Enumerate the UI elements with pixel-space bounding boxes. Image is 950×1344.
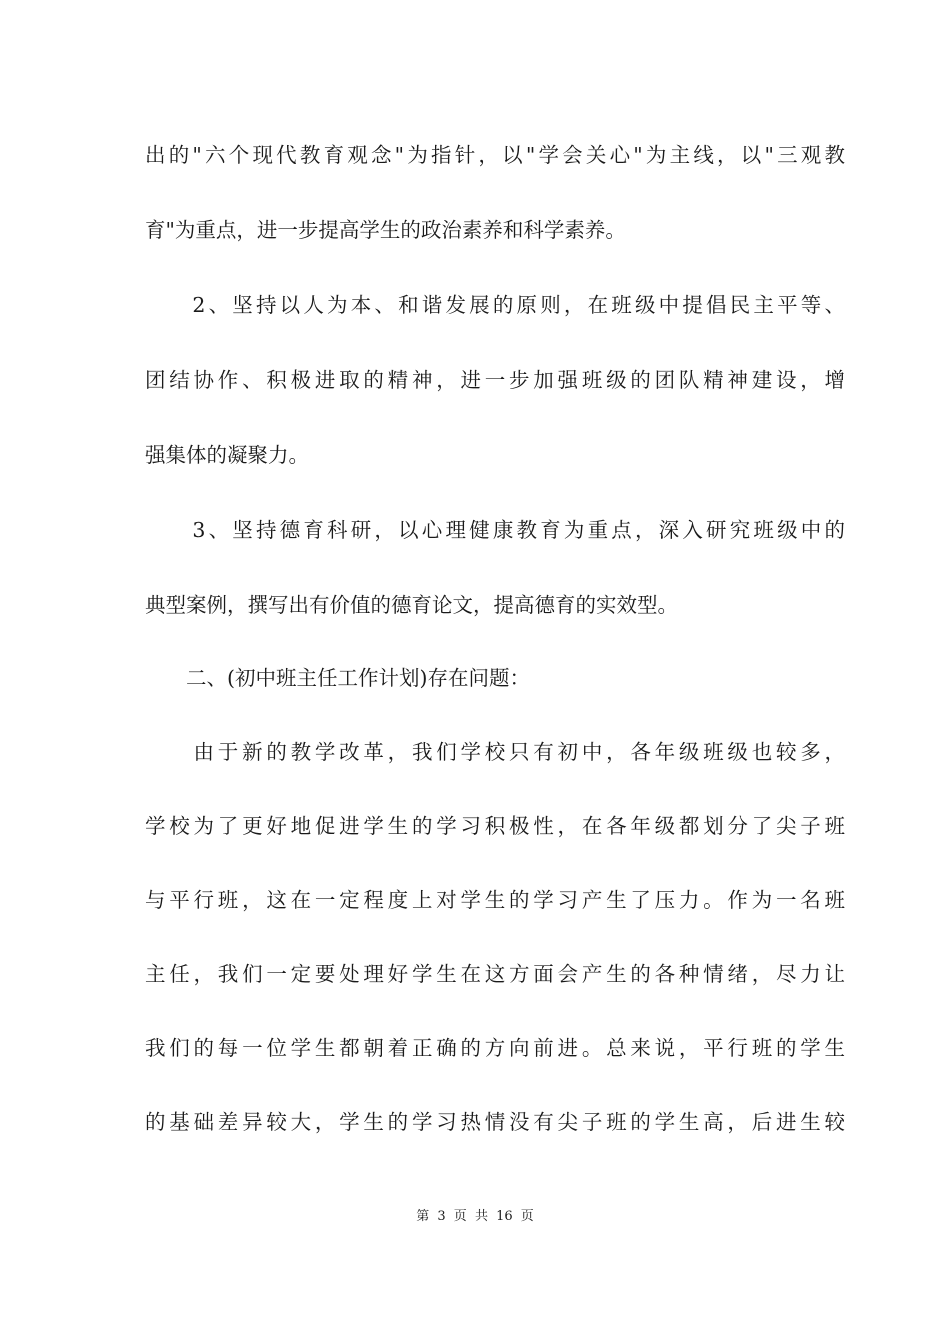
- footer-label: 第: [416, 1209, 430, 1224]
- text-line: 出的"六个现代教育观念"为指针，以"学会关心"为主线，以"三观教: [145, 143, 845, 167]
- text-line: 2、坚持以人为本、和谐发展的原则，在班级中提倡民主平等、: [145, 293, 845, 317]
- text-line: 典型案例，撰写出有价值的德育论文，提高德育的实效型。: [145, 593, 678, 617]
- page-footer: [0, 1208, 950, 1226]
- footer-label: 页: [453, 1209, 467, 1224]
- text-line: 主任，我们一定要处理好学生在这方面会产生的各种情绪，尽力让: [145, 962, 845, 986]
- text-line: 的基础差异较大，学生的学习热情没有尖子班的学生高，后进生较: [145, 1110, 845, 1134]
- text-line: 我们的每一位学生都朝着正确的方向前进。总来说，平行班的学生: [145, 1036, 845, 1060]
- text-line: 学校为了更好地促进学生的学习积极性，在各年级都划分了尖子班: [145, 814, 845, 838]
- text-line: 强集体的凝聚力。: [145, 443, 309, 467]
- current-page-number: 3: [437, 1209, 446, 1224]
- text-line: 团结协作、积极进取的精神，进一步加强班级的团队精神建设，增: [145, 368, 845, 392]
- text-line: 由于新的教学改革，我们学校只有初中，各年级班级也较多，: [145, 740, 845, 764]
- footer-label: 页: [520, 1209, 534, 1224]
- text-line: 育"为重点，进一步提高学生的政治素养和科学素养。: [145, 218, 626, 242]
- text-line: 3、坚持德育科研，以心理健康教育为重点，深入研究班级中的: [145, 518, 845, 542]
- total-pages-number: 16: [496, 1209, 513, 1224]
- section-heading: 二、(初中班主任工作计划)存在问题：: [145, 666, 530, 690]
- footer-label: 共: [474, 1209, 488, 1224]
- text-line: 与平行班，这在一定程度上对学生的学习产生了压力。作为一名班: [145, 888, 845, 912]
